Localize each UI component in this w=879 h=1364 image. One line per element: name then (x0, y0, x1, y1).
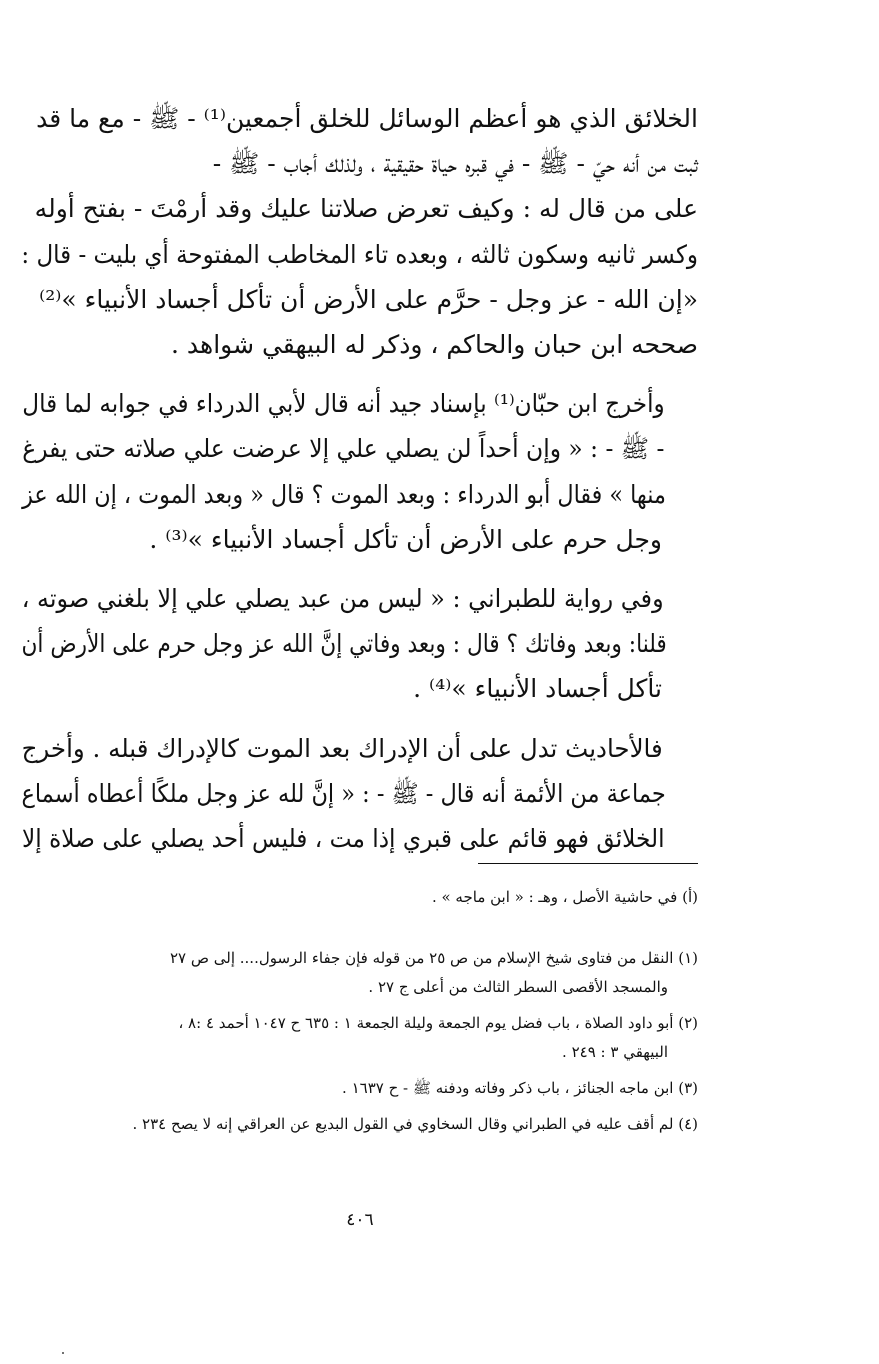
footnote-4 (22, 1110, 698, 1139)
text-line: على من قال له : وكيف تعرض صلاتنا عليك وقد أرمْتَ - بفتح أوله (34, 194, 698, 224)
text-line: فالأحاديث تدل على أن الإدراك بعد الموت كالإدراك قبله . وأخرج (21, 733, 663, 763)
text-line: الخلائق فهو قائم على قبري إذا مت ، فليس أحد يصلي على صلاة إلا (22, 824, 665, 854)
scan-speck (62, 1352, 64, 1354)
marginal-note: (أ) في حاشية الأصل ، وهـ : « ابن ماجه » . (431, 888, 698, 906)
text-line: وجل حرم على الأرض أن تأكل أجساد الأنبياء »⁽³⁾ . (149, 524, 662, 554)
footnote-line: والمسجد الأقصى السطر الثالث من أعلى ج ٢٧ . (368, 978, 668, 996)
footnote-2 (22, 1009, 698, 1067)
text-line: جماعة من الأئمة أنه قال - ﷺ - : « إنَّ لله عز وجل ملكًا أعطاه أسماع (21, 778, 666, 808)
footnote-divider (478, 863, 698, 864)
footnotes (22, 944, 698, 1146)
footnote-line: (٤) لم أقف عليه في الطبراني وقال السخاوي في القول البديع عن العراقي إنه لا يصح ٢٣٤ . (132, 1115, 698, 1133)
paragraph-1 (22, 96, 698, 367)
footnote-3 (22, 1074, 698, 1103)
footnote-line: (٣) ابن ماجه الجنائز ، باب ذكر وفاته ودفنه ﷺ - ح ١٦٣٧ . (342, 1079, 698, 1097)
text-line: تأكل أجساد الأنبياء »⁽⁴⁾ . (413, 674, 662, 704)
text-line: «إن الله - عز وجل - حرَّم على الأرض أن تأكل أجساد الأنبياء »⁽²⁾ (39, 284, 698, 314)
paragraph-3 (22, 576, 698, 712)
main-text (22, 96, 698, 875)
text-line: قلنا: وبعد وفاتك ؟ قال : وبعد وفاتي إنَّ الله عز وجل حرم على الأرض أن (21, 629, 667, 659)
text-line: الخلائق الذي هو أعظم الوسائل للخلق أجمعين⁽¹⁾ - ﷺ - مع ما قد (36, 104, 698, 133)
footnote-line: (١) النقل من فتاوى شيخ الإسلام من ص ٢٥ من قوله فإن جفاء الرسول.... إلى ص ٢٧ (169, 949, 698, 967)
footnote-line: (٢) أبو داود الصلاة ، باب فضل يوم الجمعة وليلة الجمعة ١ : ٦٣٥ ح ١٠٤٧ أحمد ٤ :٨ ، (178, 1014, 698, 1032)
text-line: منها » فقال أبو الدرداء : وبعد الموت ؟ قال « وبعد الموت ، إن الله عز (22, 479, 666, 509)
paragraph-4 (22, 726, 698, 862)
text-line: - ﷺ - : « وإن أحداً لن يصلي علي إلا عرضت علي صلاته حتى يفرغ (22, 434, 665, 464)
text-line: وفي رواية للطبراني : « ليس من عبد يصلي علي إلا بلغني صوته ، (21, 584, 664, 614)
text-line: ثبت من أنه حيّ - ﷺ - في قبره حياة حقيقية ، ولذلك أجاب - ﷺ - (212, 149, 698, 179)
page-number: ٤٠٦ (346, 1210, 374, 1230)
footnote-1 (22, 944, 698, 1002)
text-line: وأخرج ابن حبّان⁽¹⁾ بإسناد جيد أنه قال لأبي الدرداء في جوابه لما قال (22, 389, 665, 419)
footnote-line: البيهقي ٣ : ٢٤٩ . (562, 1043, 668, 1061)
text-line: وكسر ثانيه وسكون ثالثه ، وبعده تاء المخاطب المفتوحة أي بليت - قال : (21, 239, 699, 269)
text-line: صححه ابن حبان والحاكم ، وذكر له البيهقي شواهد . (171, 330, 698, 360)
paragraph-2 (22, 381, 698, 562)
